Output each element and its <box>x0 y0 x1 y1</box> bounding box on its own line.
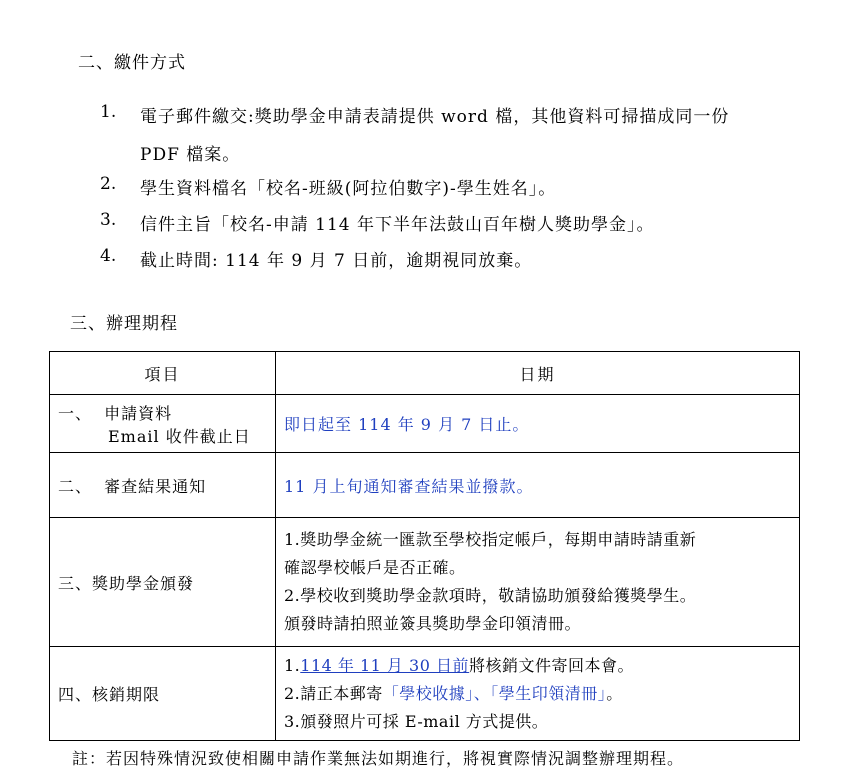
date-line-prefix: 2.請正本郵寄 <box>284 683 383 703</box>
item-label: 一、 申請資料 <box>58 403 173 423</box>
item-sublabel: Email 收件截止日 <box>108 426 251 446</box>
deadline-link[interactable]: 114 年 11 月 30 日前 <box>300 655 469 675</box>
header-item: 項目 <box>50 352 276 395</box>
date-line: 3.頒發照片可採 E-mail 方式提供。 <box>284 711 549 731</box>
date-line: 確認學校帳戶是否正確。 <box>284 558 466 577</box>
list-text: 截止時間: 114 年 9 月 7 日前，逾期視同放棄。 <box>140 251 533 271</box>
date-cell <box>276 647 800 741</box>
table-row <box>50 647 800 741</box>
list-number: 1. <box>100 102 117 122</box>
header-date: 日期 <box>276 352 800 395</box>
item-cell: 四、核銷期限 <box>50 647 276 741</box>
section-3-heading: 三、辦理期程 <box>70 314 178 334</box>
list-text: PDF 檔案。 <box>140 145 241 165</box>
list-text: 學生資料檔名「校名-班級(阿拉伯數字)-學生姓名」。 <box>140 179 557 199</box>
footnote: 註：若因特殊情況致使相關申請作業無法如期進行，將視實際情況調整辦理期程。 <box>72 749 685 768</box>
date-line: 1.獎助學金統一匯款至學校指定帳戶，每期申請時請重新 <box>284 530 697 549</box>
date-cell <box>276 518 800 647</box>
schedule-table <box>49 351 800 741</box>
date-line-prefix: 1. <box>284 655 301 675</box>
date-line <box>284 652 791 680</box>
item-cell: 二、 審查結果通知 <box>50 453 276 518</box>
date-cell: 11 月上旬通知審查結果並撥款。 <box>276 453 800 518</box>
list-number: 4. <box>100 246 117 266</box>
table-row <box>50 518 800 647</box>
list-text: 電子郵件繳交:獎助學金申請表請提供 word 檔，其他資料可掃描成同一份 <box>140 107 730 127</box>
table-row <box>50 395 800 453</box>
list-number: 2. <box>100 174 117 194</box>
list-number: 3. <box>100 210 117 230</box>
date-line-suffix: 將核銷文件寄回本會。 <box>468 655 634 675</box>
date-line-suffix: 。 <box>606 683 623 703</box>
item-cell <box>50 395 276 453</box>
table-header-row <box>50 352 800 395</box>
list-text: 信件主旨「校名-申請 114 年下半年法鼓山百年樹人獎助學金」。 <box>140 215 655 235</box>
date-cell: 即日起至 114 年 9 月 7 日止。 <box>276 395 800 453</box>
date-line: 頒發時請拍照並簽具獎助學金印領清冊。 <box>284 614 582 633</box>
date-line <box>284 680 791 708</box>
date-line: 2.學校收到獎助學金款項時，敬請協助頒發給獲獎學生。 <box>284 586 697 605</box>
table-row <box>50 453 800 518</box>
item-cell: 三、獎助學金頒發 <box>50 518 276 647</box>
section-2-heading: 二、繳件方式 <box>78 53 186 73</box>
document-names: 「學校收據」、「學生印領清冊」 <box>382 683 607 703</box>
